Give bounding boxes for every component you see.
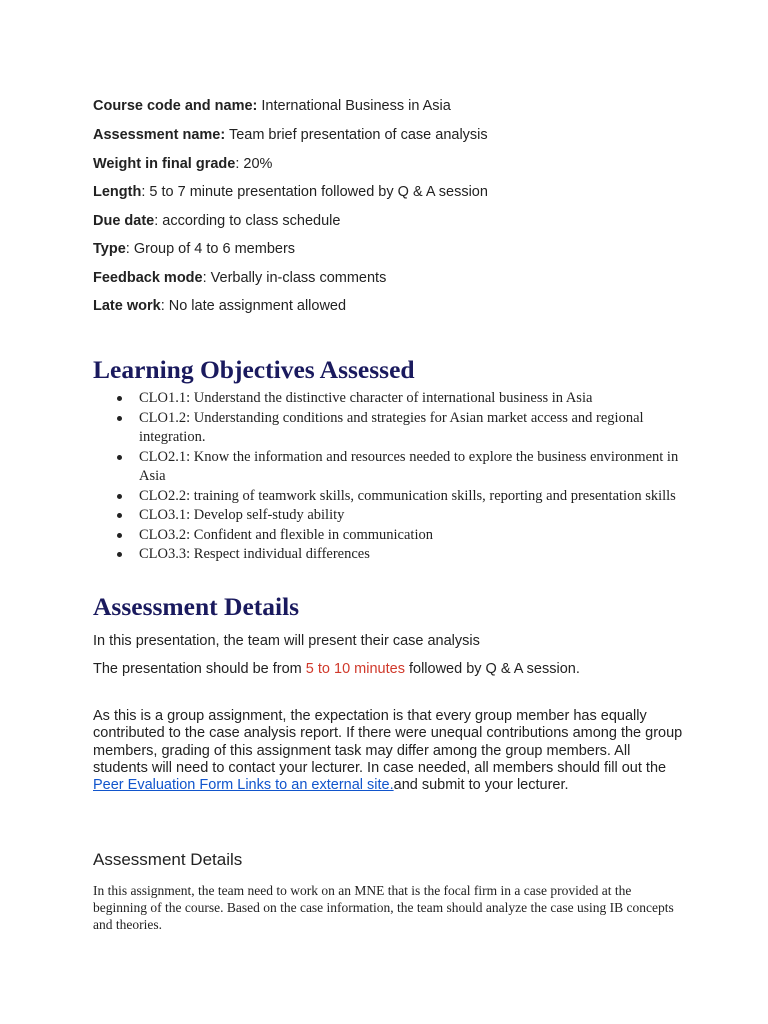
details-heading: Assessment Details xyxy=(93,592,300,621)
meta-length: Length: 5 to 7 minute presentation followed by Q & A session xyxy=(93,184,488,200)
details-intro: In this presentation, the team will present their case analysis xyxy=(93,633,480,649)
peer-evaluation-link[interactable]: Peer Evaluation Form Links to an external site. xyxy=(93,777,394,794)
list-item: CLO2.1: Know the information and resources needed to explore the business environment in Asia xyxy=(93,448,683,487)
meta-due-date: Due date: according to class schedule xyxy=(93,213,341,229)
meta-course: Course code and name: International Business in Asia xyxy=(93,98,451,114)
list-item: CLO1.2: Understanding conditions and strategies for Asian market access and regional integration. xyxy=(93,409,683,448)
details-description: In this assignment, the team need to work on an MNE that is the focal firm in a case provided at the beginning of the course. Based on the case information, the team should analyze the case using IB concepts and theories. xyxy=(93,883,674,932)
meta-weight: Weight in final grade: 20% xyxy=(93,156,273,172)
list-item: CLO3.3: Respect individual differences xyxy=(93,545,683,565)
details-subheading: Assessment Details xyxy=(93,850,243,869)
details-duration: The presentation should be from 5 to 10 minutes followed by Q & A session. xyxy=(93,661,580,677)
meta-assessment-name: Assessment name: Team brief presentation of case analysis xyxy=(93,127,488,143)
group-assignment-paragraph: As this is a group assignment, the expectation is that every group member has equally contributed to the case analysis report. If there were unequal contributions among the group members, grading of this assignment task may differ among the group members. All students will need to contact your lecturer. In case needed, all members should fill out the Peer Evaluation Form Links to an external site.and submit to your lecturer. xyxy=(93,708,683,794)
list-item: CLO3.1: Develop self-study ability xyxy=(93,506,683,526)
objectives-heading: Learning Objectives Assessed xyxy=(93,355,415,384)
meta-type: Type: Group of 4 to 6 members xyxy=(93,241,296,257)
meta-feedback-mode: Feedback mode: Verbally in-class comments xyxy=(93,270,387,286)
duration-highlight: 5 to 10 minutes xyxy=(305,661,405,677)
objectives-list xyxy=(93,389,683,565)
list-item: CLO1.1: Understand the distinctive character of international business in Asia xyxy=(93,389,683,409)
list-item: CLO2.2: training of teamwork skills, communication skills, reporting and presentation skills xyxy=(93,487,683,507)
list-item: CLO3.2: Confident and flexible in communication xyxy=(93,526,683,546)
meta-late-work: Late work: No late assignment allowed xyxy=(93,298,347,314)
